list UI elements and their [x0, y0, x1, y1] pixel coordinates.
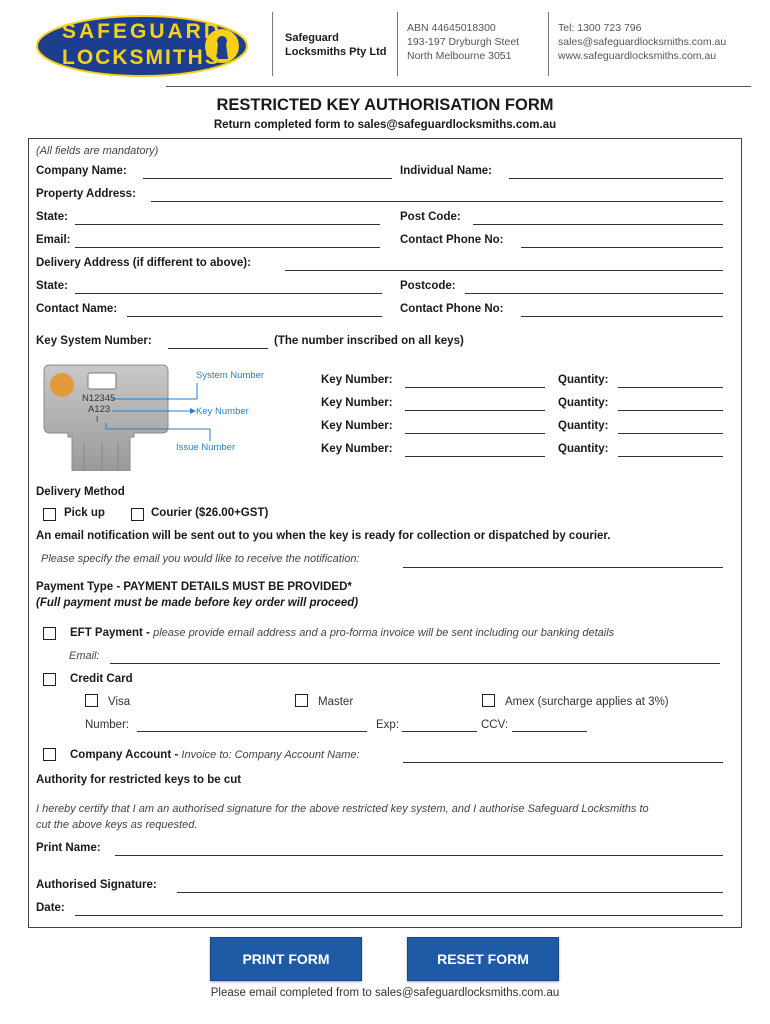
form-title: RESTRICTED KEY AUTHORISATION FORM [216, 96, 554, 114]
eft-payment-title: EFT Payment - [70, 627, 150, 639]
header-website: www.safeguardlocksmiths.com.au [558, 50, 717, 62]
print-name-field[interactable] [115, 855, 723, 856]
company-account-checkbox[interactable] [43, 748, 56, 761]
notification-email-prompt: Please specify the email you would like to receive the notification: [41, 553, 360, 565]
courier-label: Courier ($26.00+GST) [151, 507, 269, 519]
visa-checkbox[interactable] [85, 694, 98, 707]
quantity-label: Quantity: [558, 420, 609, 432]
key-number-label: Key Number: [321, 397, 393, 409]
reset-form-button[interactable]: RESET FORM [407, 937, 559, 981]
delivery-postcode-field[interactable] [465, 293, 723, 294]
card-ccv-field[interactable] [512, 731, 587, 732]
delivery-postcode-label: Postcode: [400, 280, 456, 292]
card-number-label: Number: [85, 719, 130, 731]
state-label: State: [36, 211, 68, 223]
key-number-field[interactable] [405, 410, 545, 411]
courier-checkbox[interactable] [131, 508, 144, 521]
post-code-label: Post Code: [400, 211, 461, 223]
contact-name-field[interactable] [127, 316, 382, 317]
footer-note: Please email completed from to sales@safeguardlocksmiths.com.au [210, 987, 560, 999]
company-name-line2: Locksmiths Pty Ltd [285, 46, 387, 58]
key-inscription-2: A123 [88, 404, 111, 415]
authority-heading: Authority for restricted keys to be cut [36, 774, 242, 786]
print-form-button[interactable]: PRINT FORM [210, 937, 362, 981]
header-abn: ABN 44645018300 [407, 22, 496, 34]
amex-label: Amex (surcharge applies at 3%) [505, 696, 669, 708]
company-name-line1: Safeguard [285, 32, 339, 44]
property-address-label: Property Address: [36, 188, 136, 200]
header-divider [548, 12, 549, 76]
quantity-label: Quantity: [558, 397, 609, 409]
quantity-field[interactable] [618, 387, 723, 388]
email-field[interactable] [75, 247, 380, 248]
header-tel: Tel: 1300 723 796 [558, 22, 642, 34]
card-exp-label: Exp: [376, 719, 400, 731]
amex-checkbox[interactable] [482, 694, 495, 707]
key-system-note: (The number inscribed on all keys) [274, 335, 464, 347]
authorised-signature-field[interactable] [177, 892, 723, 893]
key-number-field[interactable] [405, 387, 545, 388]
pick-up-checkbox[interactable] [43, 508, 56, 521]
key-number-field[interactable] [405, 433, 545, 434]
contact-phone-label: Contact Phone No: [400, 234, 504, 246]
certify-text-line2: cut the above keys as requested. [36, 819, 198, 831]
individual-name-label: Individual Name: [400, 165, 493, 177]
certify-text-line1: I hereby certify that I am an authorised signature for the above restricted key system, and I authorise Safeguard Locksmiths to [36, 803, 649, 815]
logo [36, 15, 249, 77]
key-inscription-1: N12345 [82, 393, 116, 404]
contact-name-label: Contact Name: [36, 303, 118, 315]
email-notification-text: An email notification will be sent out to you when the key is ready for collection or dispatched by courier. [36, 530, 611, 542]
key-system-number-label: Key System Number: [36, 335, 152, 347]
delivery-state-field[interactable] [75, 293, 382, 294]
eft-payment-checkbox[interactable] [43, 627, 56, 640]
logo-text-line1: SAFEGUARD [62, 20, 223, 43]
company-name-field[interactable] [143, 178, 392, 179]
key-illustration [42, 363, 292, 471]
contact-phone2-field[interactable] [521, 316, 723, 317]
logo-text-line2: LOCKSMITHS [62, 46, 221, 69]
header-address2: North Melbourne 3051 [407, 50, 512, 62]
key-inscription-3: I [96, 415, 99, 424]
delivery-method-heading: Delivery Method [36, 486, 125, 498]
eft-payment-label [70, 627, 614, 639]
quantity-label: Quantity: [558, 443, 609, 455]
quantity-field[interactable] [618, 456, 723, 457]
issue-number-annotation: Issue Number [176, 442, 236, 453]
company-account-label [70, 749, 360, 761]
header-divider [397, 12, 398, 76]
quantity-field[interactable] [618, 410, 723, 411]
header-email: sales@safeguardlocksmiths.com.au [558, 36, 727, 48]
master-checkbox[interactable] [295, 694, 308, 707]
card-exp-field[interactable] [402, 731, 477, 732]
form-subtitle: Return completed form to sales@safeguardlocksmiths.com.au [213, 119, 557, 131]
eft-email-label: Email: [69, 650, 100, 662]
delivery-state-label: State: [36, 280, 68, 292]
print-name-label: Print Name: [36, 842, 101, 854]
credit-card-label: Credit Card [70, 673, 133, 685]
master-label: Master [318, 696, 354, 708]
delivery-address-label: Delivery Address (if different to above): [36, 257, 251, 269]
key-number-field[interactable] [405, 456, 545, 457]
full-payment-note: (Full payment must be made before key order will proceed) [36, 597, 359, 609]
payment-type-heading: Payment Type - PAYMENT DETAILS MUST BE PROVIDED* [36, 581, 352, 593]
state-field[interactable] [75, 224, 380, 225]
header-divider [272, 12, 273, 76]
eft-payment-desc: please provide email address and a pro-forma invoice will be sent including our banking details [153, 627, 615, 639]
key-number-annotation: Key Number [196, 406, 249, 417]
eft-email-field[interactable] [110, 663, 720, 664]
key-system-number-field[interactable] [168, 348, 268, 349]
delivery-address-field[interactable] [285, 270, 723, 271]
quantity-label: Quantity: [558, 374, 609, 386]
property-address-field[interactable] [151, 201, 723, 202]
card-ccv-label: CCV: [481, 719, 509, 731]
visa-label: Visa [108, 696, 131, 708]
date-field[interactable] [75, 915, 723, 916]
card-number-field[interactable] [137, 731, 367, 732]
authorised-signature-label: Authorised Signature: [36, 879, 157, 891]
header-address1: 193-197 Dryburgh Steet [407, 36, 520, 48]
contact-phone2-label: Contact Phone No: [400, 303, 504, 315]
key-number-label: Key Number: [321, 374, 393, 386]
contact-phone-field[interactable] [521, 247, 723, 248]
header-rule [166, 86, 751, 87]
company-account-title: Company Account - [70, 749, 179, 761]
credit-card-checkbox[interactable] [43, 673, 56, 686]
key-number-label: Key Number: [321, 443, 393, 455]
company-account-field[interactable] [403, 762, 723, 763]
mandatory-note: (All fields are mandatory) [36, 145, 159, 157]
notification-email-field[interactable] [403, 567, 723, 568]
quantity-field[interactable] [618, 433, 723, 434]
pick-up-label: Pick up [64, 507, 105, 519]
date-label: Date: [36, 902, 65, 914]
email-label: Email: [36, 234, 71, 246]
post-code-field[interactable] [473, 224, 723, 225]
system-number-annotation: System Number [196, 370, 265, 381]
company-account-desc: Invoice to: Company Account Name: [181, 749, 360, 761]
company-name-label: Company Name: [36, 165, 127, 177]
key-number-label: Key Number: [321, 420, 393, 432]
individual-name-field[interactable] [509, 178, 723, 179]
